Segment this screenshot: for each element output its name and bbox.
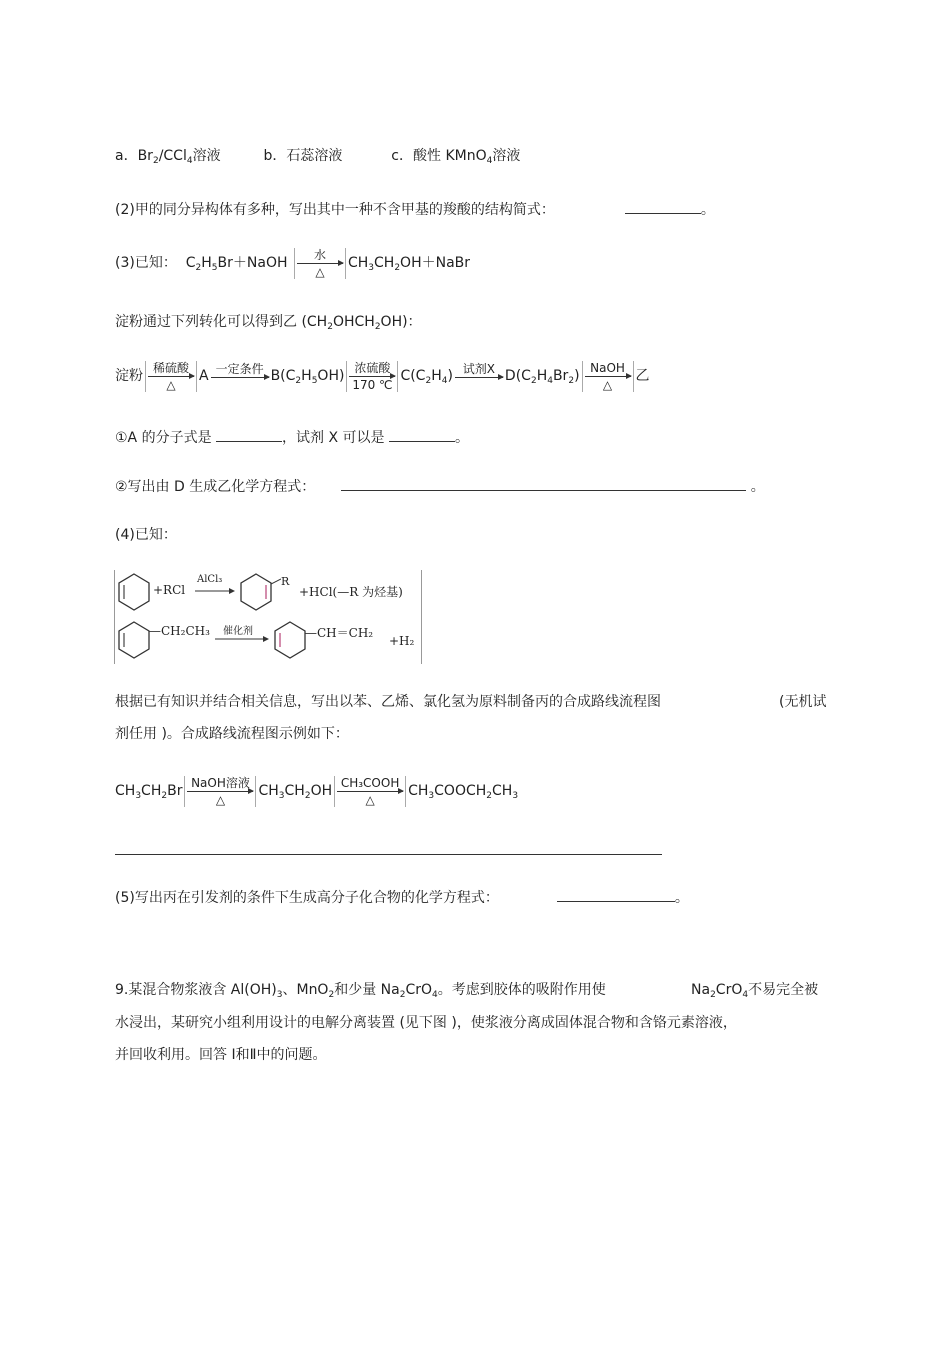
reaction-arrow: 稀硫酸 △ bbox=[145, 361, 197, 392]
answer-line bbox=[115, 854, 662, 855]
reaction-arrow: 试剂X bbox=[455, 362, 503, 390]
option-a: a．$Br_2/CCl_4$溶液 bbox=[115, 148, 221, 166]
question-4-text-1-end: (无机试 bbox=[779, 694, 827, 710]
question-4-text-2: 剂任用 )。合成路线流程图示例如下： bbox=[115, 726, 349, 742]
question-4-lead: (4)已知： bbox=[115, 527, 177, 543]
reaction-arrow: 浓硫酸 170 ℃ bbox=[346, 361, 398, 392]
answer-blank bbox=[389, 427, 455, 442]
option-c: c．酸性 KMnO$_4$溶液 bbox=[391, 148, 521, 166]
example-route: $CH_3CH_2Br$ NaOH溶液 △ $CH_3CH_2OH$ CH₃COOH △ $CH_3COOCH_2CH_3$ bbox=[115, 775, 519, 807]
reaction-arrow bbox=[195, 587, 235, 595]
answer-blank bbox=[557, 887, 675, 902]
question-5: (5)写出丙在引发剂的条件下生成高分子化合物的化学方程式： 。 bbox=[115, 887, 689, 907]
question-9-line-1: 9.某混合物浆液含 $Al(OH)_3$、MnO$_2$和少量 $Na_2CrO_4$。考虑到胶体的吸附作用使 bbox=[115, 982, 606, 1000]
benzene-ring-icon bbox=[239, 572, 273, 612]
benzene-ring-icon bbox=[117, 620, 151, 660]
answer-blank bbox=[625, 199, 701, 214]
reaction-arrow: CH₃COOH △ bbox=[334, 776, 406, 807]
reaction-row-1: +RCl AlCl₃ R +HCl(—R 为烃基) bbox=[115, 570, 421, 614]
question-9-line-2: 水浸出，某研究小组利用设计的电解分离装置 (见下图 )，使浆液分离成固体混合物和含铬元素溶液， bbox=[115, 1015, 737, 1031]
question-3-sub1: ①A 的分子式是 ，试剂 X 可以是 。 bbox=[115, 427, 469, 447]
question-3-given: (3)已知： $C_2H_5Br+NaOH$ 水 △ $CH_3CH_2OH+NaBr$ bbox=[115, 247, 471, 279]
reaction-arrow: NaOH溶液 △ bbox=[184, 776, 256, 807]
question-9-line-3: 并回收利用。回答 Ⅰ和Ⅱ中的问题。 bbox=[115, 1047, 327, 1063]
options-line bbox=[115, 147, 520, 165]
question-2: (2)甲的同分异构体有多种，写出其中一种不含甲基的羧酸的结构简式： 。 bbox=[115, 199, 715, 219]
reaction-scheme bbox=[114, 570, 422, 664]
answer-blank bbox=[341, 476, 746, 491]
option-b: b．石蕊溶液 bbox=[263, 148, 343, 164]
answer-blank bbox=[216, 427, 282, 442]
reaction-arrow: NaOH △ bbox=[582, 361, 634, 392]
reaction-arrow: 一定条件 bbox=[211, 362, 269, 390]
benzene-ring-icon bbox=[117, 572, 151, 612]
question-4-text-1: 根据已有知识并结合相关信息，写出以苯、乙烯、氯化氢为原料制备丙的合成路线流程图 bbox=[115, 694, 661, 710]
conversion-chain: 淀粉 稀硫酸 △ A 一定条件 $B(C_2H_5OH)$ 浓硫酸 170 ℃ $C(C_2H_4)$ 试剂X $D(C_2H_4Br_2)$ NaOH △ 乙 bbox=[115, 360, 650, 392]
question-9-line-1-end: $Na_2CrO_4$不易完全被 bbox=[691, 982, 819, 1000]
reaction-row-2: —CH₂CH₃ 催化剂 —CH＝CH₂ +H₂ bbox=[115, 618, 421, 662]
question-3-sub2: ②写出由 D 生成乙化学方程式： 。 bbox=[115, 476, 765, 496]
benzene-ring-icon bbox=[273, 620, 307, 660]
reaction-arrow bbox=[215, 635, 269, 643]
bond-line bbox=[271, 578, 281, 586]
reaction-arrow: 水 △ bbox=[294, 248, 346, 279]
starch-intro: 淀粉通过下列转化可以得到乙 $(CH_2OHCH_2OH)$： bbox=[115, 314, 422, 332]
